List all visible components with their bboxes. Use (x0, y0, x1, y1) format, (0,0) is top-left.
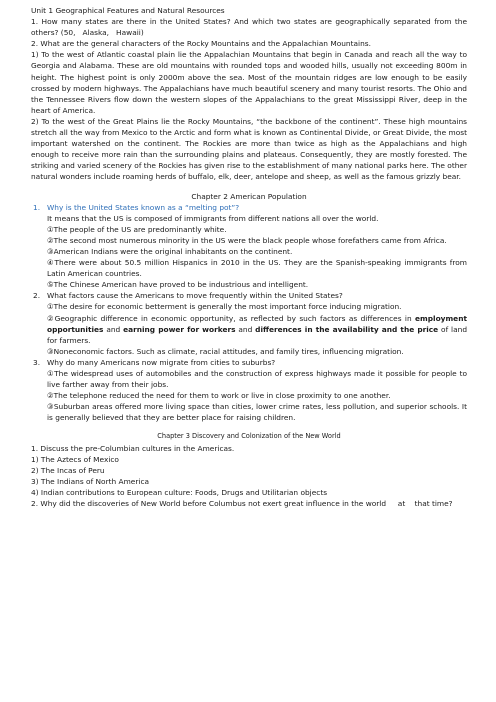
list-item: 4) Indian contributions to European culture: Foods, Drugs and Utilitarian objects (31, 487, 328, 497)
answer-text: and (103, 324, 124, 334)
answer-point: ①The widespread uses of automobiles and the construction of express highways made it possible for people to live farther away from their jobs. (47, 369, 467, 390)
answer-point: ③Suburban areas offered more living space than cities, lower crime rates, less pollution, and superior schools. It is generally believed that they are better place for raising children. (47, 402, 467, 423)
unit1-answer-appalachians: 1) To the west of Atlantic coastal plain lie the Appalachian Mountains that begin in Canada and reach all the way to Georgia and Alabama. These are old mountains with rounded tops and wooded hills, usually not exceeding 800m in height. The highest point is only 2000m above the sea. Most of the mountain ridges are low enough to be easily crossed by modern highways. The Appalachians have much beautiful scenery and many tourist resorts. The Ohio and the Tennessee Rivers flow down the western slopes of the Appalachians to the great Mississippi River, deep in the heart of America. (31, 50, 467, 115)
chapter2-question-2 (31, 290, 467, 357)
answer-point-geographic (47, 313, 467, 346)
list-item: 2) The Incas of Peru (31, 465, 105, 475)
answer-point: ④There were about 50.5 million Hispanics in 2010 in the US. They are the Spanish-speaking immigrants from Latin American countries. (47, 258, 467, 279)
question-number: 2. (33, 291, 41, 301)
answer-point: ③Noneconomic factors. Such as climate, racial attitudes, and family tires, influencing migration. (47, 346, 404, 356)
chapter3-title: Chapter 3 Discovery and Colonization of the New World (157, 432, 341, 441)
answer-text: and (235, 324, 256, 334)
answer-point: ①The people of the US are predominantly white. (47, 224, 227, 234)
question-number: 1. (33, 202, 41, 212)
unit1-question-1: 1. How many states are there in the United States? And which two states are geographically separated from the others? (50, Alaska, Hawaii) (31, 17, 467, 38)
chapter2-question-3 (31, 357, 467, 424)
answer-point: ⑤The Chinese American have proved to be industrious and intelligent. (47, 280, 309, 290)
answer-text: of land for farmers. (47, 324, 468, 345)
list-item: 1) The Aztecs of Mexico (31, 454, 119, 464)
chapter2-question-list (31, 202, 467, 424)
unit1-answer-rockies: 2) To the west of the Great Plains lie the Rocky Mountains, “the backbone of the continent”. These high mountains stretch all the way from Mexico to the Arctic and form what is known as Continental Divide, or Great Divide, the most important watershed on the continent. The Rockies are more than twice as high as the Appalachians and high enough to receive more rain than the surrounding plains and plateaus. Consequently, they are mostly forested. The striking and varied scenery of the Rockies has given rise to the establishment of many national parks here. The other natural wonders include roaming herds of buffalo, elk, deer, antelope and sheep, as well as the famous grizzly bear. (31, 116, 467, 182)
answer-text: ②Geographic difference in economic opportunity, as reflected by such factors as differences in (47, 313, 416, 323)
answer-emphasis: differences in the availability and the price (255, 324, 439, 334)
question-text: What factors cause the Americans to move frequently within the United States? (47, 291, 343, 301)
answer-emphasis: earning power for workers (123, 324, 236, 334)
answer-point: ③American Indians were the original inhabitants on the continent. (47, 246, 293, 256)
chapter2-title: Chapter 2 American Population (191, 191, 307, 201)
question-text: Why is the United States known as a “melting pot”? (47, 202, 240, 212)
answer-point: ②The second most numerous minority in the US were the black people whose forefathers came from Africa. (47, 235, 447, 245)
chapter3-question-2: 2. Why did the discoveries of New World before Columbus not exert great influence in the world at that time? (31, 499, 453, 509)
list-item: 3) The Indians of North America (31, 476, 150, 486)
answer-emphasis: employment opportunities (47, 313, 467, 334)
answer-point: ①The desire for economic betterment is generally the most important force inducing migration. (47, 302, 402, 312)
unit-title: Unit 1 Geographical Features and Natural Resources (31, 6, 225, 15)
question-number: 3. (33, 357, 41, 367)
answer-intro: It means that the US is composed of immigrants from different nations all over the world. (47, 213, 379, 223)
chapter3-question-1: 1. Discuss the pre-Columbian cultures in the Americas. (31, 443, 235, 453)
question-text: Why do many Americans now migrate from cities to suburbs? (47, 357, 276, 367)
answer-point: ②The telephone reduced the need for them to work or live in close proximity to one another. (47, 391, 391, 401)
unit1-question-2: 2. What are the general characters of the Rocky Mountains and the Appalachian Mountains. (31, 39, 371, 49)
chapter2-question-1 (31, 202, 467, 291)
